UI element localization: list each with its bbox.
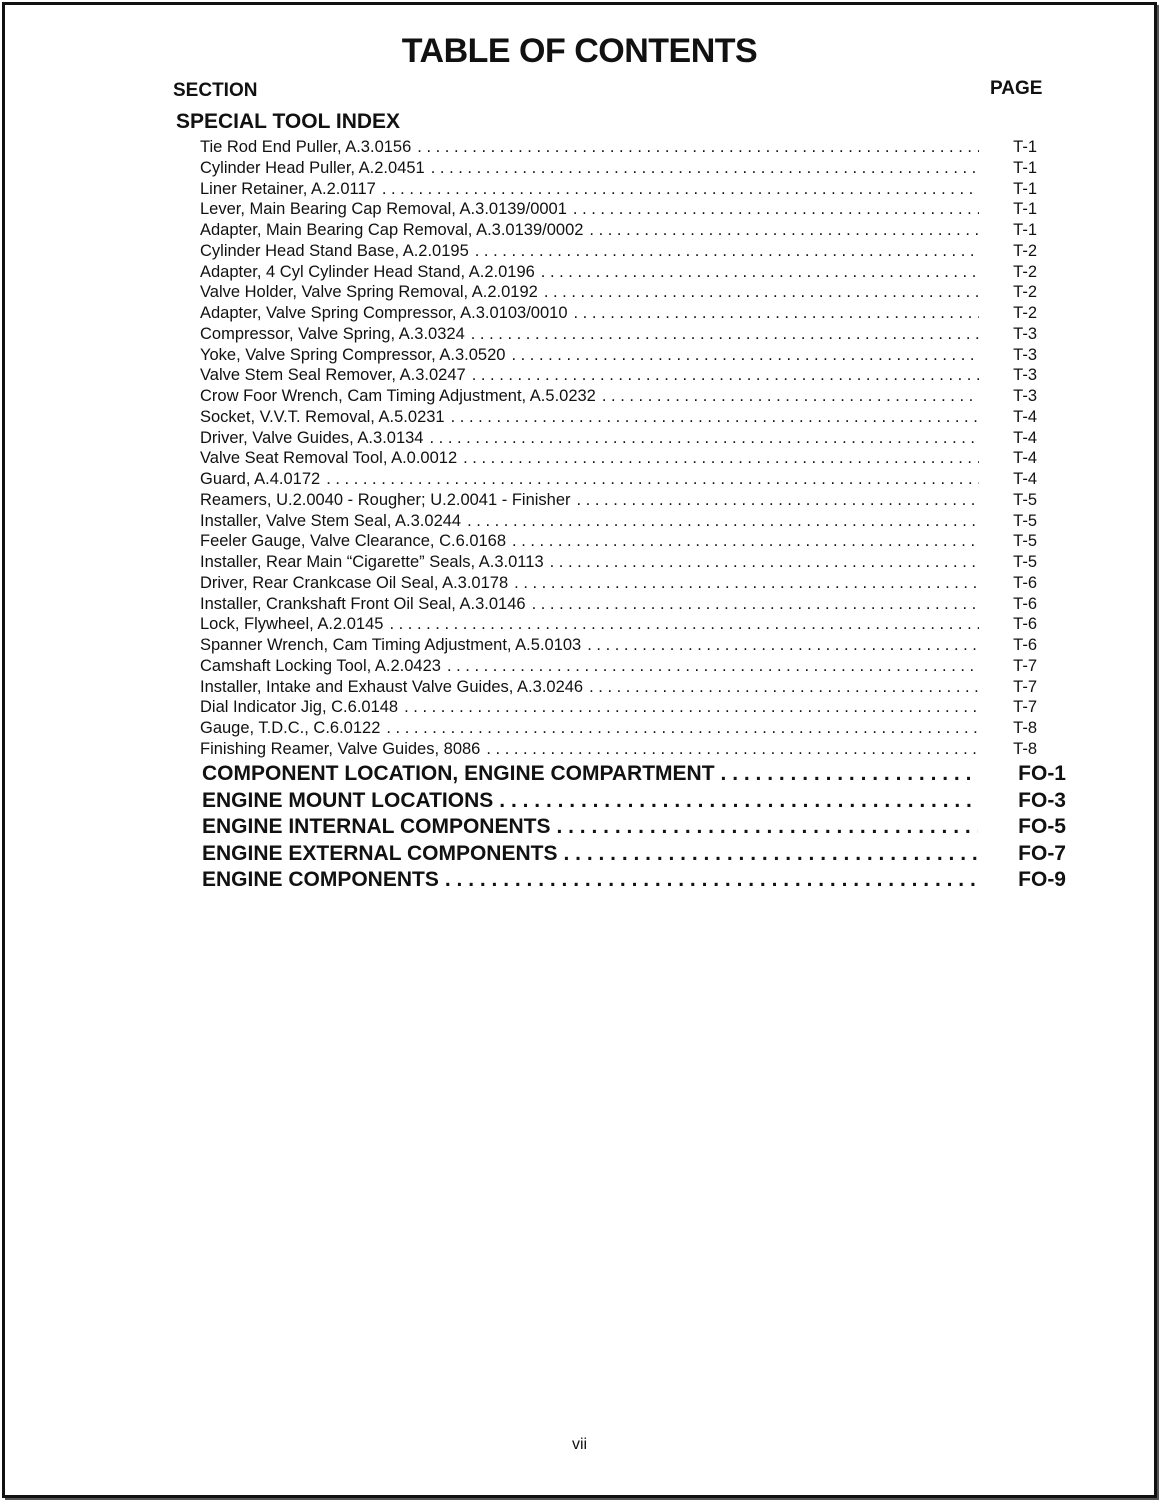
toc-entry-page: T-2	[1013, 262, 1037, 281]
toc-entry[interactable]	[202, 815, 1066, 842]
toc-entry[interactable]	[200, 574, 1037, 595]
toc-entry-page: T-4	[1013, 407, 1037, 426]
toc-entry-page: T-2	[1013, 304, 1037, 322]
toc-entry-page: T-8	[1013, 719, 1037, 737]
toc-entry[interactable]	[202, 762, 1066, 789]
toc-entry-label: Finishing Reamer, Valve Guides, 8086	[200, 739, 481, 758]
toc-entry-label: Valve Stem Seal Remover, A.3.0247	[200, 366, 466, 385]
dot-leader	[550, 553, 979, 572]
toc-entry-label: Camshaft Locking Tool, A.2.0423	[200, 656, 441, 675]
toc-entry-label: COMPONENT LOCATION, ENGINE COMPARTMENT	[202, 762, 715, 785]
toc-entry-page: T-6	[1013, 594, 1037, 613]
toc-entry-page: T-5	[1013, 490, 1037, 509]
toc-entry[interactable]	[202, 842, 1066, 869]
toc-entry-label: ENGINE EXTERNAL COMPONENTS	[202, 841, 558, 865]
toc-entry-label: Guard, A.4.0172	[200, 470, 321, 488]
dot-leader	[587, 636, 979, 655]
toc-entry-page: T-4	[1013, 428, 1037, 447]
toc-entry[interactable]	[200, 325, 1037, 346]
toc-entry[interactable]	[200, 346, 1037, 367]
toc-entry-label: Driver, Rear Crankcase Oil Seal, A.3.0178	[200, 573, 509, 592]
special-tool-index-heading: SPECIAL TOOL INDEX	[176, 110, 401, 133]
toc-entry-page: T-5	[1013, 532, 1037, 551]
toc-entry[interactable]	[200, 698, 1037, 719]
toc-entry-page: T-1	[1013, 221, 1037, 239]
section-column-header: SECTION	[173, 80, 258, 101]
toc-entry-page: T-3	[1013, 345, 1037, 364]
toc-entry-page: T-3	[1013, 387, 1037, 405]
dot-leader	[486, 740, 979, 759]
toc-entry[interactable]	[200, 595, 1037, 616]
dot-leader	[445, 868, 978, 892]
dot-leader	[573, 200, 979, 219]
toc-entry[interactable]	[200, 138, 1037, 159]
toc-entry-label: ENGINE COMPONENTS	[202, 868, 439, 892]
dot-leader	[389, 615, 979, 634]
toc-entry-label: Liner Retainer, A.2.0117	[200, 179, 376, 198]
toc-entry-page: T-5	[1013, 553, 1037, 571]
toc-entry[interactable]	[200, 470, 1037, 491]
toc-entry-page: T-1	[1013, 158, 1037, 177]
dot-leader	[471, 325, 979, 344]
toc-entry[interactable]	[200, 408, 1037, 429]
dot-leader	[532, 595, 979, 614]
toc-entry-page: T-4	[1013, 449, 1037, 468]
toc-entry-label: Lever, Main Bearing Cap Removal, A.3.0139/0001	[200, 200, 567, 219]
toc-entry-page: T-1	[1013, 200, 1037, 219]
dot-leader	[451, 408, 979, 427]
dot-leader	[429, 429, 979, 448]
toc-entry-label: Lock, Flywheel, A.2.0145	[200, 615, 384, 634]
dot-leader	[417, 138, 979, 157]
toc-entry-page: T-5	[1013, 511, 1037, 530]
toc-entry[interactable]	[200, 304, 1037, 325]
toc-entry-page: FO-5	[1018, 815, 1066, 839]
toc-entry-page: T-7	[1013, 698, 1037, 717]
toc-entry-page: T-7	[1013, 677, 1037, 696]
dot-leader	[514, 574, 979, 593]
toc-entry-page: FO-9	[1018, 868, 1066, 892]
toc-entry[interactable]	[200, 657, 1037, 678]
toc-entry[interactable]	[200, 740, 1037, 761]
toc-entry-label: Gauge, T.D.C., C.6.0122	[200, 719, 381, 737]
toc-entry-label: Socket, V.V.T. Removal, A.5.0231	[200, 407, 445, 426]
toc-entry-page: T-3	[1013, 366, 1037, 385]
toc-entry-page: T-8	[1013, 739, 1037, 758]
page-title: TABLE OF CONTENTS	[401, 32, 758, 70]
toc-entry-label: Installer, Crankshaft Front Oil Seal, A.3.0146	[200, 594, 526, 613]
toc-entry[interactable]	[200, 180, 1037, 201]
toc-entry-label: Adapter, 4 Cyl Cylinder Head Stand, A.2.0196	[200, 262, 535, 281]
toc-entry-label: ENGINE MOUNT LOCATIONS	[202, 788, 494, 812]
toc-entry-label: Adapter, Main Bearing Cap Removal, A.3.0139/0002	[200, 221, 584, 239]
page-number: vii	[571, 1436, 588, 1453]
dot-leader	[577, 491, 979, 510]
toc-entry[interactable]	[200, 678, 1037, 699]
toc-entry-label: Feeler Gauge, Valve Clearance, C.6.0168	[200, 532, 507, 551]
dot-leader	[541, 263, 979, 282]
dot-leader	[475, 242, 979, 261]
toc-entry[interactable]	[200, 366, 1037, 387]
toc-entry-label: Dial Indicator Jig, C.6.0148	[200, 698, 399, 717]
dot-leader	[512, 532, 979, 551]
toc-entry-page: FO-1	[1018, 762, 1066, 785]
dot-leader	[721, 762, 978, 786]
dot-leader	[589, 221, 979, 240]
dot-leader	[386, 719, 979, 738]
toc-entry[interactable]	[200, 532, 1037, 553]
dot-leader	[467, 512, 979, 531]
toc-entry-page: T-3	[1013, 324, 1037, 343]
toc-entry-page: FO-7	[1018, 841, 1066, 865]
toc-entry[interactable]	[200, 449, 1037, 470]
dot-leader	[472, 366, 979, 385]
toc-entry-label: Yoke, Valve Spring Compressor, A.3.0520	[200, 345, 506, 364]
toc-entry[interactable]	[200, 200, 1037, 221]
page-column-header: PAGE	[990, 78, 1043, 99]
toc-entry-page: T-2	[1013, 283, 1037, 302]
toc-entry-label: ENGINE INTERNAL COMPONENTS	[202, 815, 551, 839]
toc-entry-label: Installer, Intake and Exhaust Valve Guides, A.3.0246	[200, 677, 584, 696]
toc-entry-page: T-6	[1013, 636, 1037, 654]
dot-leader	[382, 180, 979, 199]
toc-entry[interactable]	[200, 512, 1037, 533]
dot-leader	[563, 842, 978, 866]
toc-entry-page: T-6	[1013, 615, 1037, 634]
dot-leader	[463, 449, 979, 468]
toc-entry-page: T-4	[1013, 470, 1037, 488]
toc-entry[interactable]	[200, 283, 1037, 304]
dot-leader	[499, 789, 978, 813]
toc-entry[interactable]	[200, 615, 1037, 636]
toc-entry[interactable]	[200, 221, 1037, 242]
toc-entry[interactable]	[200, 387, 1037, 408]
dot-leader	[431, 159, 979, 178]
toc-entry-label: Tie Rod End Puller, A.3.0156	[200, 138, 412, 156]
dot-leader	[511, 346, 979, 365]
toc-entry-label: Valve Holder, Valve Spring Removal, A.2.0192	[200, 283, 538, 302]
dot-leader	[447, 657, 979, 676]
toc-entry-page: T-7	[1013, 656, 1037, 675]
toc-entry[interactable]	[200, 159, 1037, 180]
toc-entry-label: Driver, Valve Guides, A.3.0134	[200, 428, 424, 447]
dot-leader	[589, 678, 979, 697]
toc-entry[interactable]	[202, 868, 1066, 895]
toc-entry-page: FO-3	[1018, 788, 1066, 812]
toc-entry[interactable]	[202, 789, 1066, 816]
toc-entry[interactable]	[200, 553, 1037, 574]
toc-entry-page: T-6	[1013, 573, 1037, 592]
toc-entry[interactable]	[200, 429, 1037, 450]
dot-leader	[404, 698, 979, 717]
toc-entry-label: Crow Foor Wrench, Cam Timing Adjustment, A.5.0232	[200, 387, 596, 405]
toc-entry[interactable]	[200, 242, 1037, 263]
dot-leader	[326, 470, 979, 489]
toc-entry-page: T-1	[1013, 138, 1037, 156]
toc-entry-page: T-2	[1013, 241, 1037, 260]
toc-entry-label: Valve Seat Removal Tool, A.0.0012	[200, 449, 458, 468]
toc-entry[interactable]	[200, 719, 1037, 740]
toc-entry-label: Installer, Valve Stem Seal, A.3.0244	[200, 511, 462, 530]
toc-entry-label: Cylinder Head Stand Base, A.2.0195	[200, 241, 469, 260]
dot-leader	[602, 387, 979, 406]
dot-leader	[574, 304, 979, 323]
toc-entry[interactable]	[200, 263, 1037, 284]
toc-entry-label: Compressor, Valve Spring, A.3.0324	[200, 324, 465, 343]
toc-entry[interactable]	[200, 636, 1037, 657]
toc-entry-label: Installer, Rear Main “Cigarette” Seals, A.3.0113	[200, 553, 544, 571]
dot-leader	[556, 815, 978, 839]
dot-leader	[544, 283, 979, 302]
toc-entry[interactable]	[200, 491, 1037, 512]
toc-entry-label: Adapter, Valve Spring Compressor, A.3.0103/0010	[200, 304, 568, 322]
special-tool-list	[200, 138, 1037, 761]
toc-entry-label: Reamers, U.2.0040 - Rougher; U.2.0041 - Finisher	[200, 490, 571, 509]
toc-entry-label: Cylinder Head Puller, A.2.0451	[200, 158, 425, 177]
toc-entry-page: T-1	[1013, 179, 1037, 198]
major-section-list	[202, 762, 1066, 895]
toc-entry-label: Spanner Wrench, Cam Timing Adjustment, A.5.0103	[200, 636, 582, 654]
